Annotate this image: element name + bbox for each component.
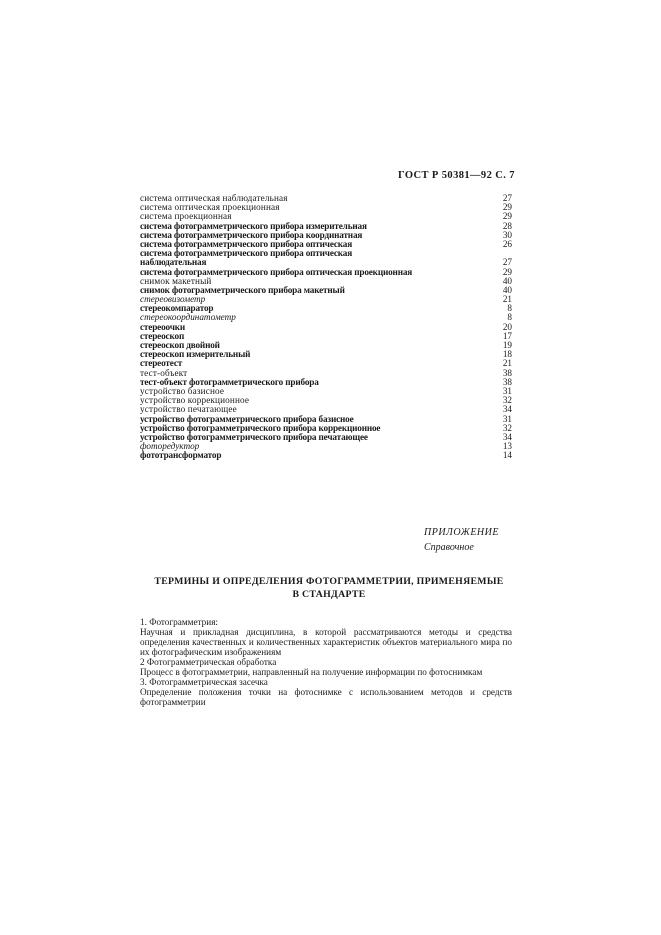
index-page-number: 32	[502, 422, 512, 433]
appendix-title: ПРИЛОЖЕНИЕ	[424, 527, 499, 538]
index-term: фоторедуктор	[140, 441, 200, 452]
index-page-number: 17	[502, 330, 512, 341]
index-term: устройство печатающее	[140, 404, 237, 415]
index-page-number: 21	[502, 294, 512, 305]
index-term: фототрансформатор	[140, 450, 222, 461]
index-term: система оптическая проекционная	[140, 202, 280, 213]
index-page-number: 18	[502, 349, 512, 360]
index-term: устройство фотограмметрического прибора коррекционное	[140, 422, 381, 433]
definitions-list	[140, 617, 512, 707]
term-index	[140, 194, 512, 460]
index-page-number: 32	[502, 395, 512, 406]
index-term: устройство коррекционное	[140, 395, 250, 406]
index-term: система фотограмметрического прибора оптическая	[140, 238, 353, 249]
section-title-line2: В СТАНДАРТЕ	[292, 588, 366, 600]
definition-text: Определение положения точки на фотоснимке с использованием методов и средств фотограмметрии	[140, 687, 512, 707]
index-page-number: 14	[502, 450, 512, 461]
index-term: устройство базисное	[140, 385, 225, 396]
index-term: стереовизометр	[140, 294, 206, 305]
definition-term: 3. Фотограмметрическая засечка	[140, 677, 268, 687]
index-term: устройство фотограмметрического прибора базисное	[140, 413, 354, 424]
page-header: ГОСТ Р 50381—92 С. 7	[398, 170, 515, 181]
index-page-number: 8	[507, 303, 512, 314]
index-term: стереоскоп	[140, 330, 185, 341]
index-page-number: 29	[502, 211, 512, 222]
index-term: наблюдательная	[140, 257, 207, 268]
index-page-number: 28	[502, 220, 512, 231]
index-page-number: 8	[507, 312, 512, 323]
index-entry	[140, 313, 512, 322]
index-page-number: 38	[502, 376, 512, 387]
index-term: стереокоординатометр	[140, 312, 236, 323]
index-page-number: 19	[502, 340, 512, 350]
index-page-number: 40	[502, 284, 512, 295]
index-term: устройство фотограмметрического прибора печатающее	[140, 431, 368, 442]
index-page-number: 26	[502, 238, 512, 249]
definition-term: 1. Фотограмметрия:	[140, 617, 218, 627]
index-term: система проекционная	[140, 211, 232, 222]
index-term: тест-объект	[140, 367, 188, 378]
definition-text: Научная и прикладная дисциплина, в которой рассматриваются методы и средства определения качественных и количественных характеристик объектов материального мира по их фотографическим изображениям	[140, 627, 512, 657]
index-term: система оптическая наблюдательная	[140, 193, 288, 203]
index-page-number: 30	[502, 229, 512, 240]
index-entry	[140, 350, 512, 359]
index-term: стереоскоп измерительный	[140, 349, 251, 360]
index-entry	[140, 359, 512, 368]
index-page-number: 40	[502, 275, 512, 286]
index-page-number: 27	[502, 193, 512, 203]
index-entry	[140, 323, 512, 332]
index-term: система фотограмметрического прибора координатная	[140, 229, 363, 240]
index-page-number: 29	[502, 266, 512, 277]
index-page-number: 38	[502, 367, 512, 378]
index-page-number: 31	[502, 385, 512, 396]
section-title	[120, 576, 538, 601]
index-term: стереоочки	[140, 321, 186, 332]
index-page-number: 27	[502, 257, 512, 268]
index-page-number: 34	[502, 404, 512, 415]
index-page-number: 29	[502, 202, 512, 213]
index-page-number: 34	[502, 431, 512, 442]
index-term: стереоскоп двойной	[140, 340, 220, 350]
appendix-label	[424, 525, 499, 555]
index-term: система фотограмметрического прибора измерительная	[140, 220, 367, 231]
index-term: система фотограмметрического прибора оптическая	[140, 248, 353, 259]
index-term: снимок макетный	[140, 275, 212, 286]
index-page-number: 31	[502, 413, 512, 424]
appendix-subtitle: Справочное	[424, 542, 474, 553]
section-title-line1: ТЕРМИНЫ И ОПРЕДЕЛЕНИЯ ФОТОГРАММЕТРИИ, ПРИМЕНЯЕМЫЕ	[154, 576, 504, 587]
index-page-number: 21	[502, 358, 512, 369]
index-term: стереокомпаратор	[140, 303, 214, 314]
index-page-number: 13	[502, 441, 512, 452]
index-entry	[140, 451, 512, 460]
index-term: снимок фотограмметрического прибора макетный	[140, 284, 345, 295]
definition-text: Процесс в фотограмметрии, направленный на получение информации по фотоснимкам	[140, 667, 483, 677]
index-term: система фотограмметрического прибора оптическая проекционная	[140, 266, 413, 277]
index-term: стереотест	[140, 358, 183, 369]
index-term: тест-объект фотограмметрического прибора	[140, 376, 319, 387]
definition-term: 2 Фотограмметрическая обработка	[140, 657, 277, 667]
index-page-number: 20	[502, 321, 512, 332]
